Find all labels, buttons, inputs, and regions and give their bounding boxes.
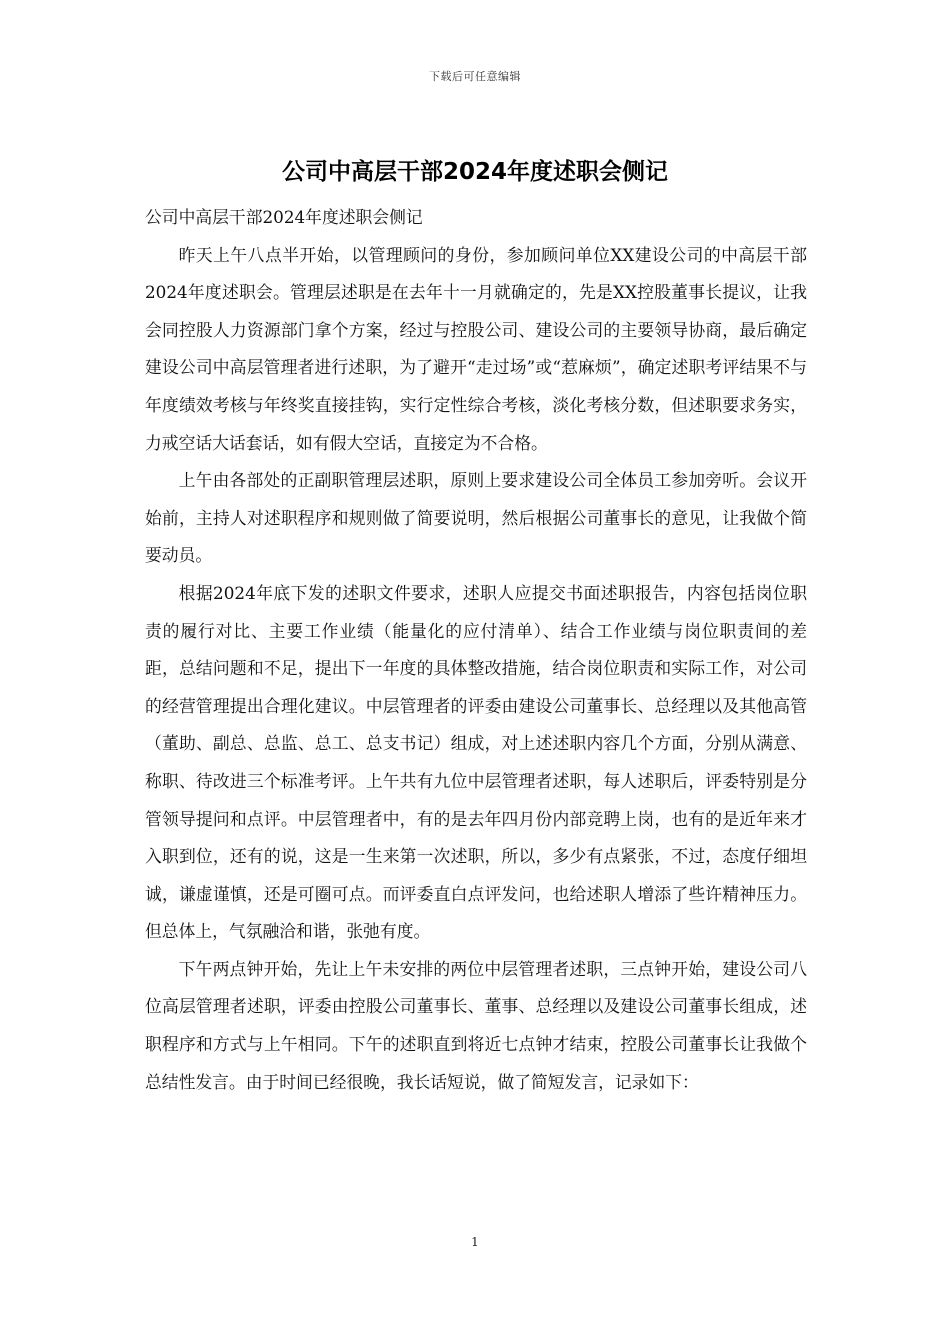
document-title: 公司中高层干部2024年度述职会侧记	[281, 159, 668, 185]
paragraph-3: 根据2024年底下发的述职文件要求，述职人应提交书面述职报告，内容包括岗位职责的履行对比、主要工作业绩（能量化的应付清单）、结合工作业绩与岗位职责间的差距，总结问题和不足，提出下一年度的具体整改措施，结合岗位职责和实际工作，对公司的经营管理提出合理化建议。中层管理者的评委由建设公司董事长、总经理以及其他高管（董助、副总、总监、总工、总支书记）组成，对上述述职内容几个方面，分别从满意、称职、待改进三个标准考评。上午共有九位中层管理者述职，每人述职后，评委特别是分管领导提问和点评。中层管理者中，有的是去年四月份内部竞聘上岗，也有的是近年来才入职到位，还有的说，这是一生来第一次述职，所以，多少有点紧张，不过，态度仔细坦诚，谦虚谨慎，还是可圈可点。而评委直白点评发问，也给述职人增添了些许精神压力。但总体上，气氛融洽和谐，张弛有度。	[145, 582, 807, 942]
subtitle-line: 公司中高层干部2024年度述职会侧记	[145, 207, 423, 227]
document-body	[145, 199, 807, 1101]
header-note: 下载后可任意编辑	[429, 70, 521, 83]
page-number: 1	[471, 1235, 479, 1249]
paragraph-1: 昨天上午八点半开始，以管理顾问的身份，参加顾问单位XX建设公司的中高层干部2024年度述职会。管理层述职是在去年十一月就确定的，先是XX控股董事长提议，让我会同控股人力资源部门拿个方案，经过与控股公司、建设公司的主要领导协商，最后确定建设公司中高层管理者进行述职，为了避开“走过场”或“惹麻烦”，确定述职考评结果不与年度绩效考核与年终奖直接挂钩，实行定性综合考核，淡化考核分数，但述职要求务实，力戒空话大话套话，如有假大空话，直接定为不合格。	[145, 244, 807, 453]
paragraph-2: 上午由各部处的正副职管理层述职，原则上要求建设公司全体员工参加旁听。会议开始前，主持人对述职程序和规则做了简要说明，然后根据公司董事长的意见，让我做个简要动员。	[145, 470, 807, 566]
paragraph-4: 下午两点钟开始，先让上午未安排的两位中层管理者述职，三点钟开始，建设公司八位高层管理者述职，评委由控股公司董事长、董事、总经理以及建设公司董事长组成，述职程序和方式与上午相同。下午的述职直到将近七点钟才结束，控股公司董事长让我做个总结性发言。由于时间已经很晚，我长话短说，做了简短发言，记录如下：	[145, 958, 807, 1092]
